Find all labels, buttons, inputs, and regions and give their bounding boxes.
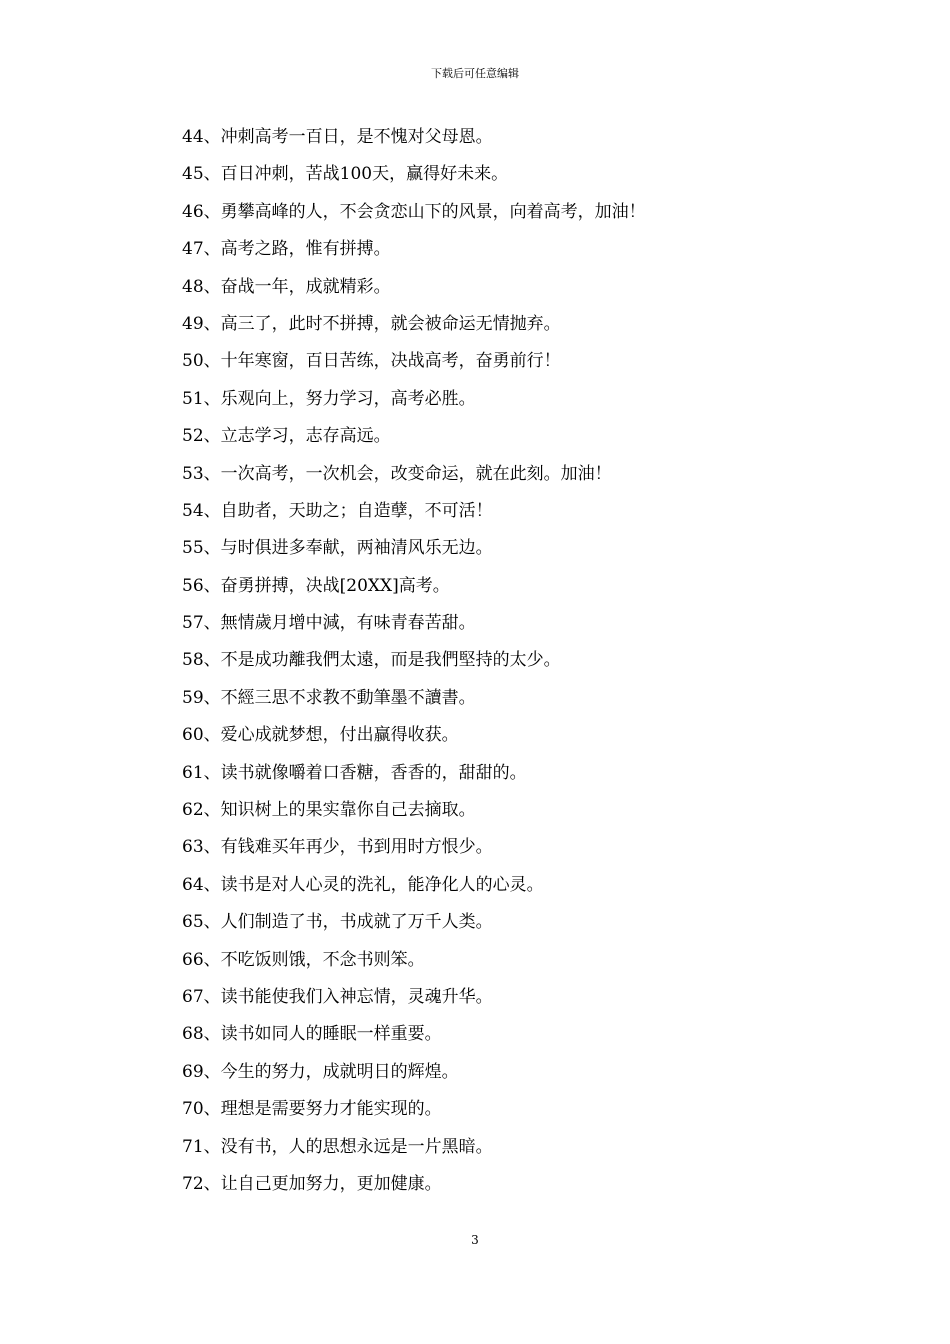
list-item: 64、读书是对人心灵的洗礼，能净化人的心灵。: [182, 874, 544, 895]
list-item: 69、今生的努力，成就明日的辉煌。: [182, 1061, 459, 1082]
list-item: 67、读书能使我们入神忘情，灵魂升华。: [182, 986, 493, 1007]
page-header: 下载后可任意编辑: [431, 67, 519, 80]
list-item: 52、立志学习，志存高远。: [182, 426, 391, 447]
list-item: 45、百日冲刺，苦战100天，赢得好未来。: [182, 164, 509, 185]
slogan-list: [182, 124, 646, 1208]
list-item: 57、無情歲月增中減，有味青春苦甜。: [182, 613, 476, 634]
page-number: 3: [471, 1233, 479, 1247]
list-item: 58、不是成功離我們太遠，而是我們堅持的太少。: [182, 650, 561, 671]
list-item: 44、冲刺高考一百日，是不愧对父母恩。: [182, 127, 493, 147]
list-item: 70、理想是需要努力才能实现的。: [182, 1099, 442, 1120]
list-item: 66、不吃饭则饿，不念书则笨。: [182, 949, 425, 970]
list-item: 49、高三了，此时不拼搏，就会被命运无情抛弃。: [182, 313, 561, 334]
list-item: 47、高考之路，惟有拼搏。: [182, 239, 391, 260]
list-item: 51、乐观向上，努力学习，高考必胜。: [182, 388, 476, 409]
list-item: 61、读书就像嚼着口香糖，香香的，甜甜的。: [182, 762, 527, 783]
list-item: 60、爱心成就梦想，付出赢得收获。: [182, 725, 459, 746]
list-item: 59、不經三思不求教不動筆墨不讀書。: [182, 687, 476, 708]
list-item: 62、知识树上的果实靠你自己去摘取。: [182, 800, 476, 821]
list-item: 65、人们制造了书，书成就了万千人类。: [182, 912, 493, 933]
list-item: 50、十年寒窗，百日苦练，决战高考，奋勇前行！: [182, 351, 561, 372]
list-item: 46、勇攀高峰的人，不会贪恋山下的风景，向着高考，加油！: [182, 201, 646, 222]
list-item: 48、奋战一年，成就精彩。: [182, 276, 391, 297]
list-item: 72、让自己更加努力，更加健康。: [182, 1173, 442, 1194]
list-item: 55、与时俱进多奉献，两袖清风乐无边。: [182, 538, 493, 559]
list-item: 54、自助者，天助之；自造孽，不可活！: [182, 500, 493, 521]
list-item: 68、读书如同人的睡眠一样重要。: [182, 1024, 442, 1045]
list-item: 63、有钱难买年再少，书到用时方恨少。: [182, 837, 493, 858]
list-item: 71、没有书，人的思想永远是一片黑暗。: [182, 1136, 493, 1157]
list-item: 56、奋勇拼搏，决战[20XX]高考。: [182, 575, 450, 596]
list-item: 53、一次高考，一次机会，改变命运，就在此刻。加油！: [182, 463, 612, 484]
